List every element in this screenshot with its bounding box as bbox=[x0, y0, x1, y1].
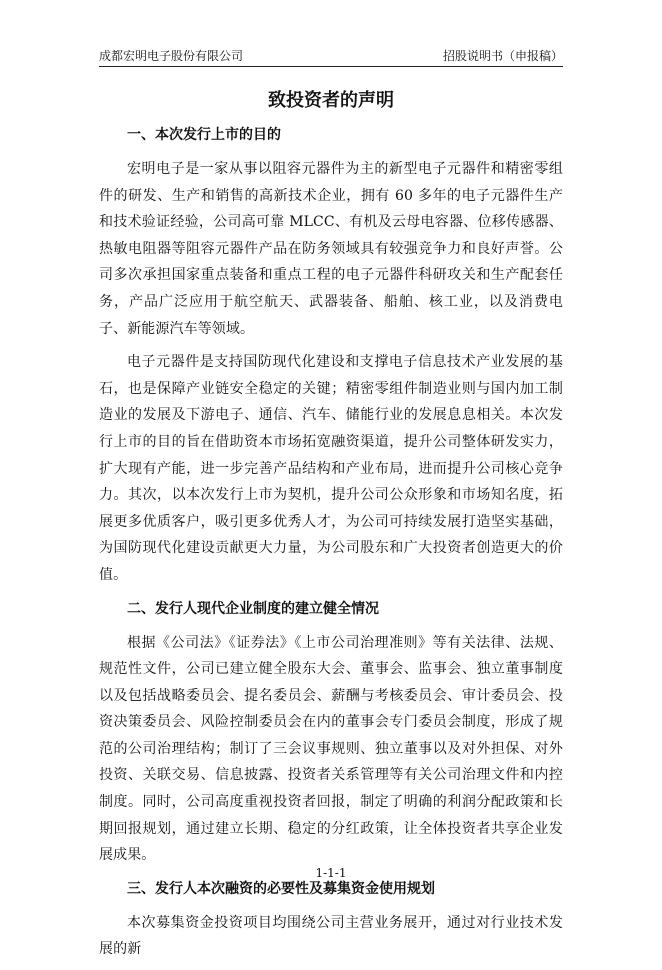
section-heading: 二、发行人现代企业制度的建立健全情况 bbox=[127, 600, 379, 617]
header-company-name: 成都宏明电子股份有限公司 bbox=[99, 49, 244, 63]
page-number: 1-1-1 bbox=[315, 866, 347, 880]
paragraph: 根据《公司法》《证券法》《上市公司治理准则》等有关法律、法规、规范性文件，公司已建立健全股东大会、董事会、监事会、独立董事制度以及包括战略委员会、提名委员会、薪酬与考核委员会、审计委员会、投资决策委员会、风险控制委员会在内的董事会专门委员会制度，形成了规范的公司治理结构；制订了三会议事规则、独立董事以及对外担保、对外投资、关联交易、信息披露、投资者关系管理等有关公司治理文件和内控制度。同时，公司高度重视投资者回报，制定了明确的利润分配政策和长期回报规划，通过建立长期、稳定的分红政策，让全体投资者共享企业发展成果。 bbox=[99, 634, 563, 864]
paragraph: 宏明电子是一家从事以阻容元器件为主的新型电子元器件和精密零组件的研发、生产和销售的高新技术企业，拥有 60 多年的电子元器件生产和技术验证经验，公司高可靠 MLCC、有机及云母电容器、位移传感器、热敏电阻器等阻容元器件产品在防务领域具有较强竞争力和良好声誉。公司多次承担国家重点装备和重点工程的电子元器件科研攻关和生产配套任务，产品广泛应用于航空航天、武器装备、船舶、核工业，以及消费电子、新能源汽车等领域。 bbox=[99, 161, 563, 337]
document-body bbox=[99, 122, 563, 970]
section-heading: 三、发行人本次融资的必要性及募集资金使用规划 bbox=[127, 880, 435, 897]
section-financing bbox=[99, 876, 563, 963]
section-purpose bbox=[99, 122, 563, 589]
paragraph: 电子元器件是支持国防现代化建设和支撑电子信息技术产业发展的基石，也是保障产业链安全稳定的关键；精密零组件制造业则与国内加工制造业的发展及下游电子、通信、汽车、储能行业的发展息息相关。本次发行上市的目的旨在借助资本市场拓宽融资渠道，提升公司整体研发实力，扩大现有产能，进一步完善产品结构和产业布局，进而提升公司核心竞争力。其次，以本次发行上市为契机，提升公司公众形象和市场知名度，拓展更多优质客户，吸引更多优秀人才，为公司可持续发展打造坚实基础，为国防现代化建设贡献更大力量，为公司股东和广大投资者创造更大的价值。 bbox=[99, 354, 563, 583]
page-title: 致投资者的声明 bbox=[268, 90, 394, 111]
section-heading: 一、本次发行上市的目的 bbox=[127, 127, 281, 143]
paragraph: 本次募集资金投资项目均围绕公司主营业务展开，通过对行业技术发展的新 bbox=[99, 914, 563, 958]
header-divider bbox=[99, 66, 563, 67]
page-header bbox=[99, 46, 563, 66]
section-governance bbox=[99, 596, 563, 869]
header-document-type: 招股说明书（申报稿） bbox=[442, 49, 563, 63]
